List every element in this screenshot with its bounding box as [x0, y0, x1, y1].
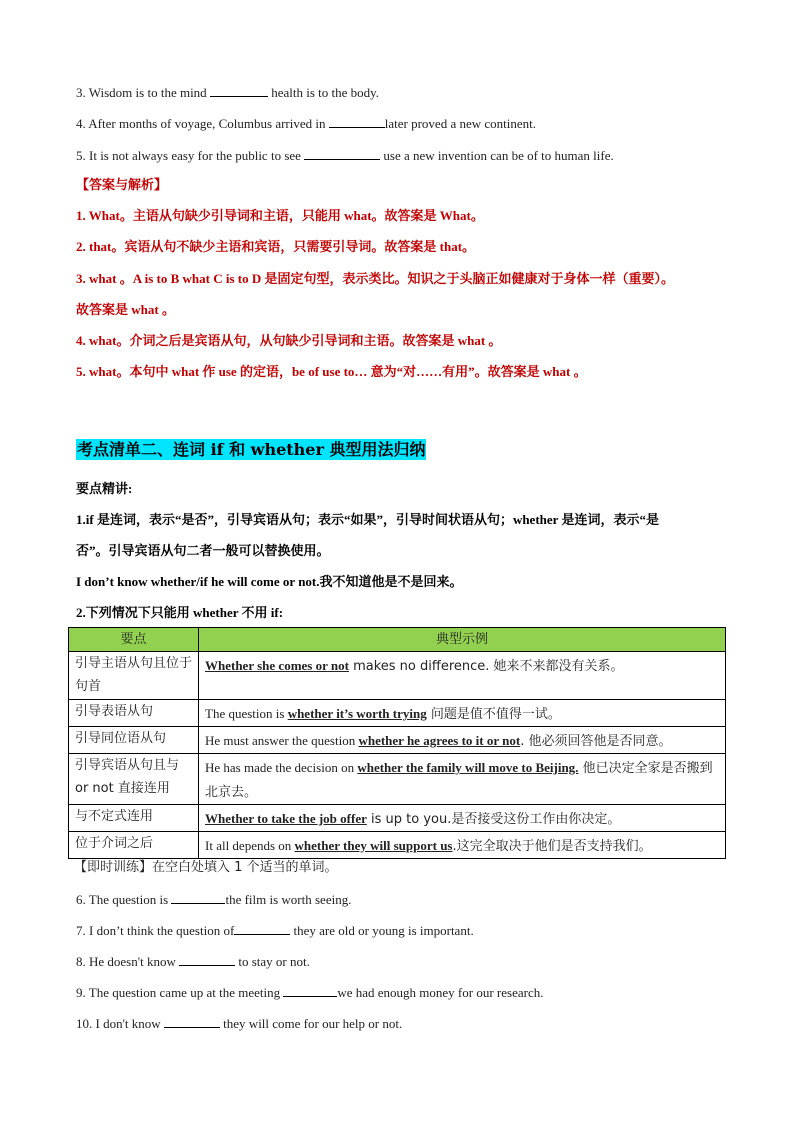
exercise-text: 4. After months of voyage, Columbus arrived in — [76, 116, 329, 131]
exercise-text: 6. The question is — [76, 892, 172, 907]
exercise-line — [76, 147, 614, 164]
exercise-text: use a new invention can be of to human life. — [380, 148, 614, 163]
exercise-line — [76, 984, 543, 1001]
key-points-title: 要点精讲: — [76, 481, 133, 496]
exercise-text: 9. The question came up at the meeting — [76, 985, 284, 1000]
table-key-cell: 与不定式连用 — [69, 805, 199, 832]
table-example-cell: The question is whether it’s worth trying 问题是值不值得一试。 — [199, 700, 726, 727]
exercise-line — [76, 953, 310, 970]
key-point-line: 1.if 是连词，表示“是否”，引导宾语从句；表示“如果”，引导时间状语从句；whether 是连词，表示“是 — [76, 512, 659, 527]
table-row — [69, 832, 726, 859]
answer-blank[interactable] — [179, 953, 235, 966]
exercise-line — [76, 115, 536, 132]
answer-line: 2. that。宾语从句不缺少主语和宾语，只需要引导词。故答案是 that。 — [76, 239, 476, 254]
answer-line: 1. What。主语从句缺少引导词和主语，只能用 what。故答案是 What。 — [76, 208, 484, 223]
table-example-cell: It all depends on whether they will support us.这完全取决于他们是否支持我们。 — [199, 832, 726, 859]
table-header: 要点 — [69, 628, 199, 652]
exercise-text: 3. Wisdom is to the mind — [76, 85, 210, 100]
answer-line: 3. what 。A is to B what C is to D 是固定句型，表示类比。知识之于头脑正如健康对于身体一样（重要）。 — [76, 271, 675, 286]
table-row — [69, 652, 726, 700]
exercise-text: they are old or young is important. — [290, 923, 474, 938]
table-example-cell: Whether she comes or not makes no difference. 她来不来都没有关系。 — [199, 652, 726, 700]
table-key-cell: 位于介词之后 — [69, 832, 199, 859]
exercise-text: 10. I don't know — [76, 1016, 164, 1031]
exercise-text: the film is worth seeing. — [225, 892, 352, 907]
exercise-text: 5. It is not always easy for the public to see — [76, 148, 305, 163]
exercise-line — [76, 1015, 402, 1032]
exercise-text: to stay or not. — [235, 954, 310, 969]
exercise-text: 7. I don’t think the question of — [76, 923, 235, 938]
exercise-text: 8. He doesn't know — [76, 954, 180, 969]
exercise-text: later proved a new continent. — [384, 116, 536, 131]
table-key-cell: 引导主语从句且位于句首 — [69, 652, 199, 700]
usage-table — [68, 627, 726, 859]
exercise-line — [76, 922, 474, 939]
answer-blank[interactable] — [283, 984, 337, 997]
key-point-line: 2.下列情况下只能用 whether 不用 if: — [76, 605, 284, 620]
table-row — [69, 700, 726, 727]
exercise-text: health is to the body. — [267, 85, 380, 100]
answer-line: 故答案是 what 。 — [76, 302, 175, 317]
table-header: 典型示例 — [199, 628, 726, 652]
key-point-line: 否”。引导宾语从句二者一般可以替换使用。 — [76, 543, 330, 558]
answer-line: 5. what。本句中 what 作 use 的定语，be of use to… 意为“对……有用”。故答案是 what 。 — [76, 364, 587, 379]
exercise-text: they will come for our help or not. — [219, 1016, 403, 1031]
practice-title: 【即时训练】在空白处填入 1 个适当的单词。 — [74, 860, 338, 875]
answer-line: 4. what。介词之后是宾语从句，从句缺少引导词和主语。故答案是 what 。 — [76, 333, 502, 348]
exercise-line — [76, 84, 379, 101]
table-key-cell: 引导同位语从句 — [69, 727, 199, 754]
answer-blank[interactable] — [329, 115, 385, 128]
answer-blank[interactable] — [210, 84, 268, 97]
table-row — [69, 727, 726, 754]
key-point-example: I don’t know whether/if he will come or not.我不知道他是不是回来。 — [76, 574, 463, 589]
section-heading: 考点清单二、连词 if 和 whether 典型用法归纳 — [77, 440, 426, 459]
answer-blank[interactable] — [234, 922, 290, 935]
table-example-cell: He must answer the question whether he agrees to it or not. 他必须回答他是否同意。 — [199, 727, 726, 754]
answer-blank[interactable] — [164, 1015, 220, 1028]
table-example-cell: Whether to take the job offer is up to you.是否接受这份工作由你决定。 — [199, 805, 726, 832]
answer-blank[interactable] — [171, 891, 225, 904]
table-row — [69, 805, 726, 832]
table-example-cell: He has made the decision on whether the family will move to Beijing. 他已决定全家是否搬到北京去。 — [199, 754, 726, 805]
table-key-cell: 引导表语从句 — [69, 700, 199, 727]
exercise-text: we had enough money for our research. — [337, 985, 544, 1000]
exercise-line — [76, 891, 351, 908]
table-row — [69, 754, 726, 805]
table-key-cell: 引导宾语从句且与 or not 直接连用 — [69, 754, 199, 805]
answer-blank[interactable] — [304, 147, 380, 160]
answer-section-title: 【答案与解析】 — [76, 177, 168, 192]
